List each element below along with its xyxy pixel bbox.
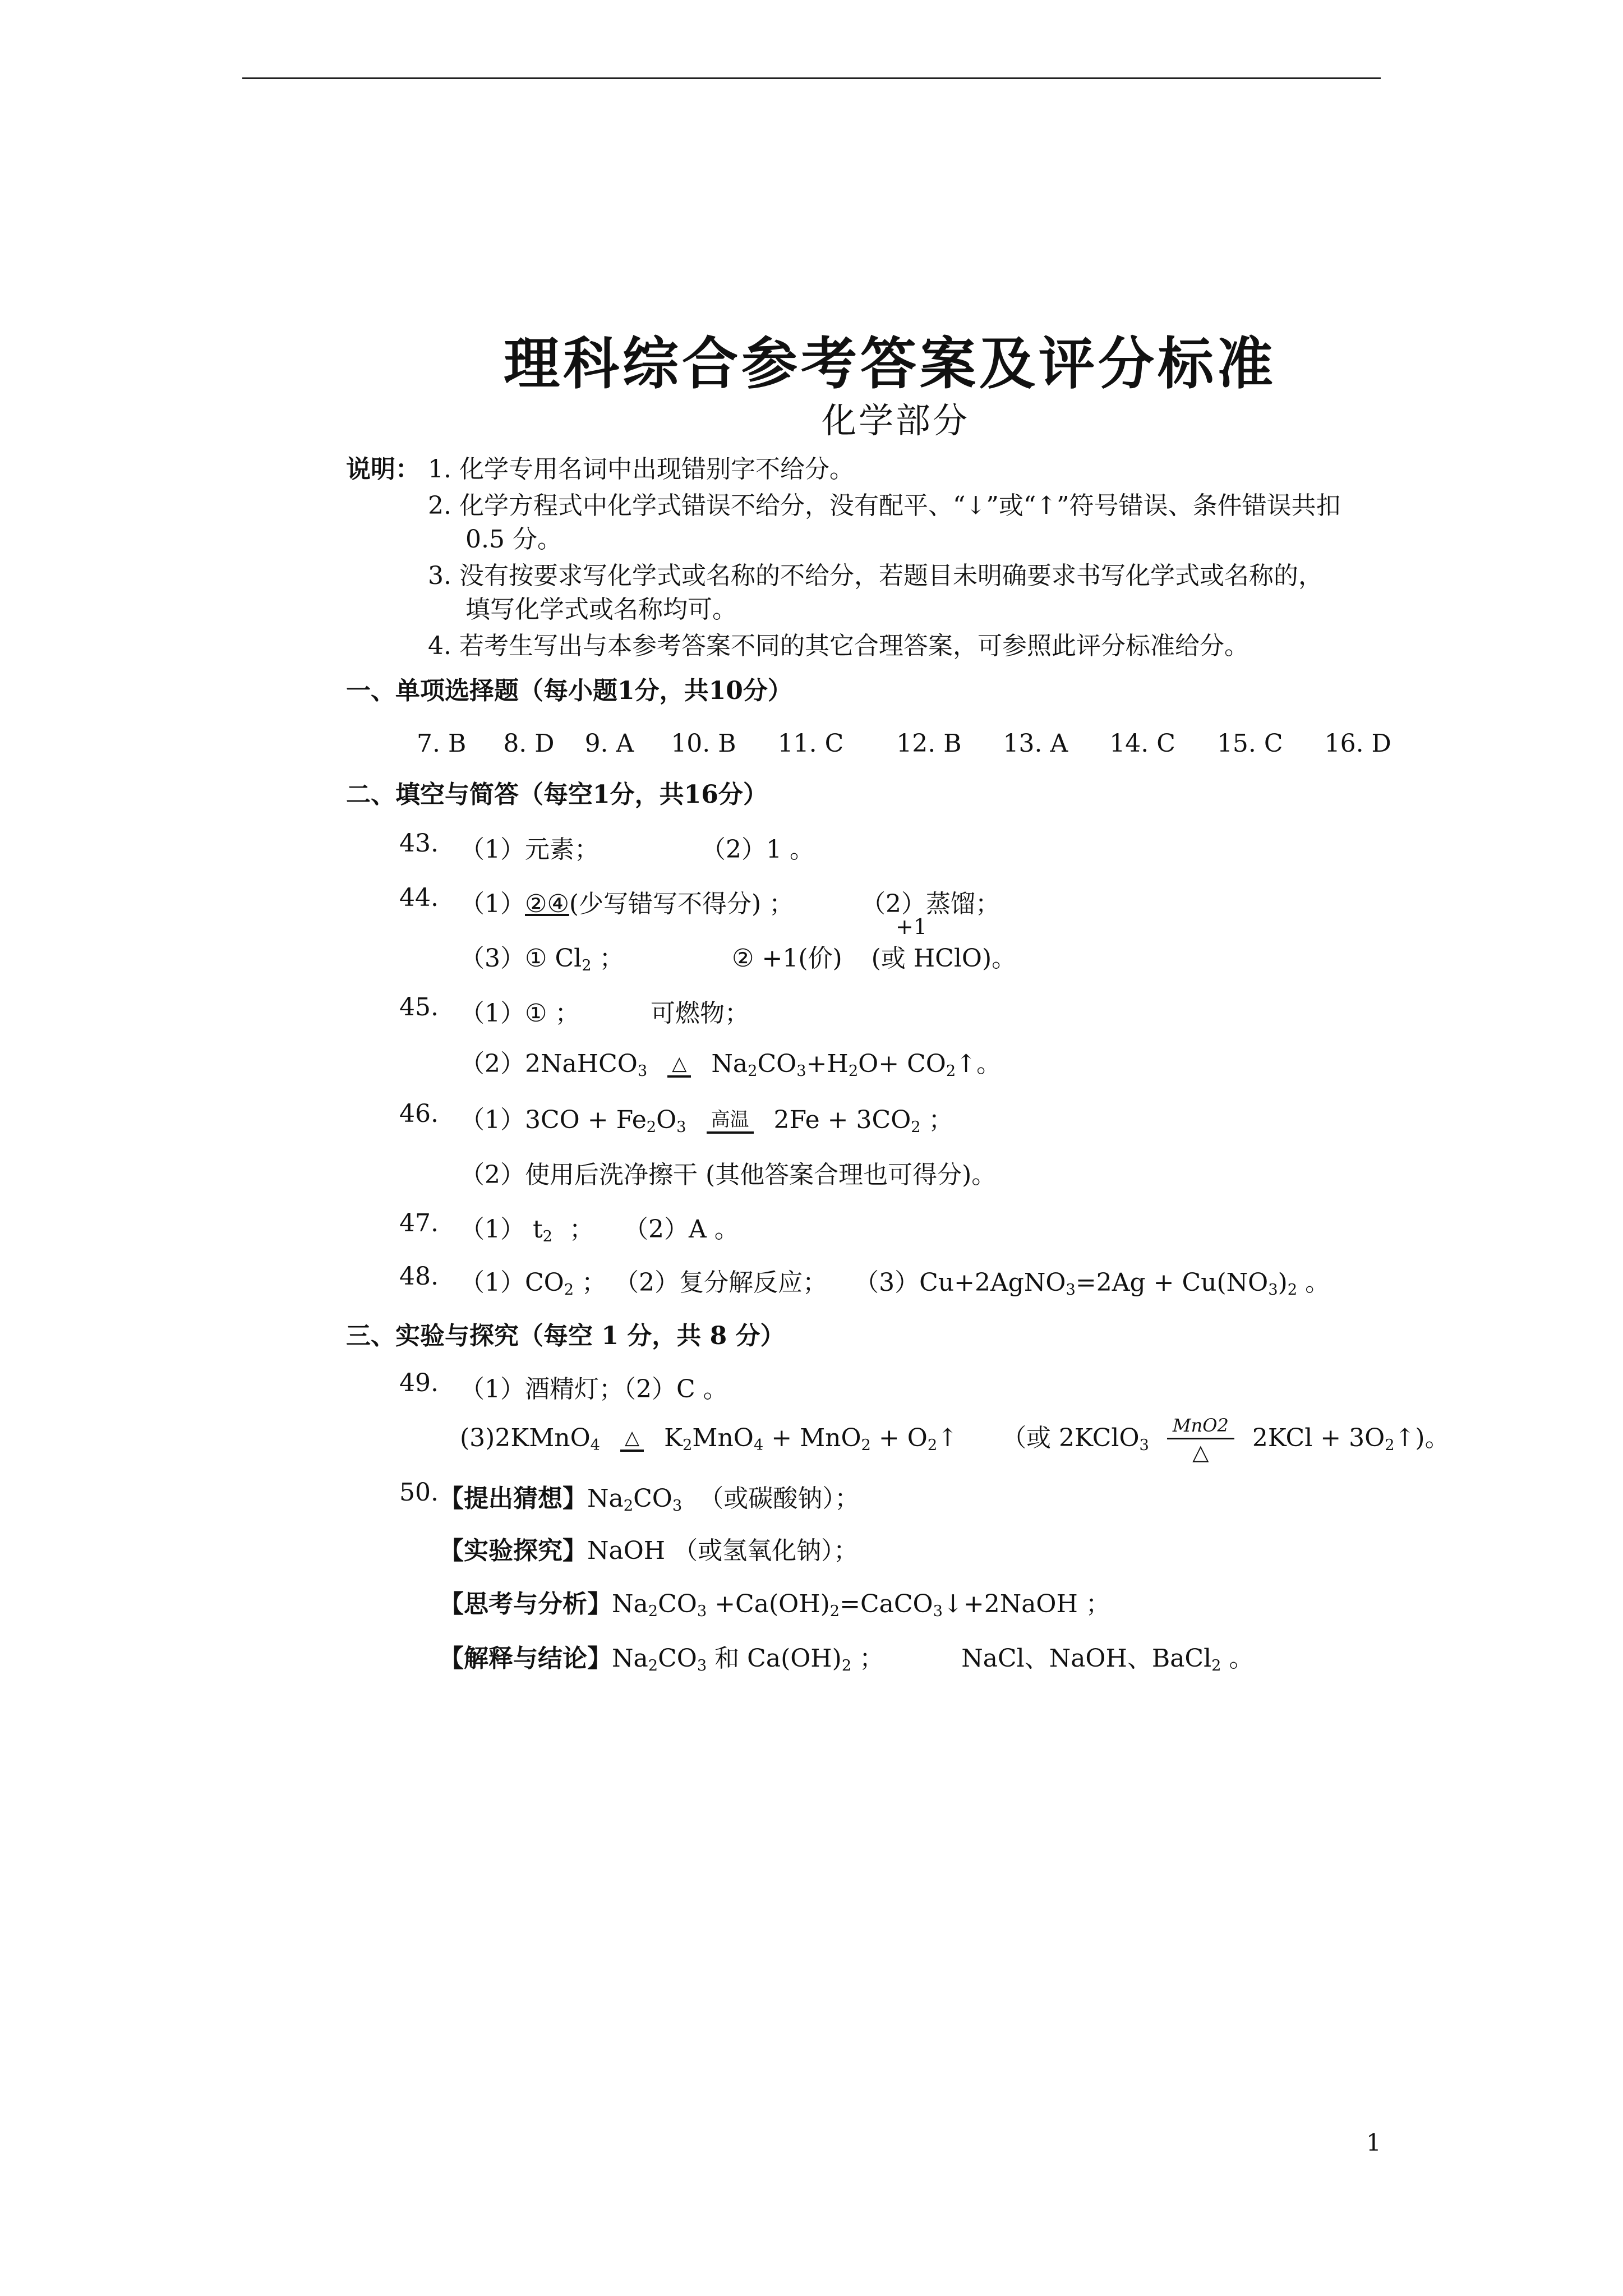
mc-answer: 10. B <box>671 729 736 758</box>
note-4: 4. 若考生写出与本参考答案不同的其它合理答案，可参照此评分标准给分。 <box>428 632 1249 660</box>
heat-condition: △ <box>667 1054 691 1078</box>
q44-answer-4: ② +1(价) (或 HClO)。 <box>732 944 1017 973</box>
mc-answer: 9. A <box>584 729 634 758</box>
note-3: 3. 没有按要求写化学式或名称的不给分，若题目未明确要求书写化学式或名称的， <box>428 562 1323 590</box>
q50-line-2: 【实验探究】NaOH （或氢氧化钠）； <box>439 1536 859 1565</box>
q47-answer-2: （2）A 。 <box>624 1215 739 1244</box>
mc-answer: 7. B <box>417 729 467 758</box>
note-1: 1. 化学专用名词中出现错别字不给分。 <box>428 455 854 484</box>
q46-answer-1: $(1)3CO + Fe_2O_3$ 高温 $2Fe + 3CO_2$ ； <box>460 1106 953 1136</box>
q49-number: 49. <box>399 1369 439 1397</box>
q44-answer-2: （2）蒸馏； <box>861 890 1000 918</box>
q44-number: 44. <box>399 884 439 912</box>
note-3-cont: 填写化学式或名称均可。 <box>465 595 737 624</box>
q48-answers: $(1)CO_2$ ； （2）复分解反应； （3）Cu+2AgNO$_3$=2Ag + $Cu(NO_3)_2$ 。 <box>460 1268 1330 1299</box>
mc-answer: 16. D <box>1324 729 1391 758</box>
mc-answer: 15. C <box>1216 729 1283 758</box>
oxidation-state-mark: +1 <box>896 914 928 939</box>
q45-number: 45. <box>399 993 439 1022</box>
q45-answer-1b: 可燃物； <box>651 999 749 1028</box>
section-3-heading: 三、实验与探究（每空 1 分，共 8 分） <box>346 1322 785 1350</box>
q50-line-4: 【解释与结论】$Na_2CO_3$ 和 $Ca(OH)_2$ ； NaCl、NaOH、BaCl$_2$ 。 <box>439 1644 1254 1674</box>
mc-answer: 8. D <box>503 729 555 758</box>
q43-answer-1: （1）元素； <box>460 835 599 864</box>
mc-answers <box>417 729 1391 758</box>
q43-answer-2: （2）1 。 <box>701 835 814 864</box>
q45-answer-2: （2）2NaHCO$_3$ △ $Na_2CO_3+H_2O+$ $CO_2↑$。 <box>460 1050 1002 1080</box>
q46-answer-2: （2）使用后洗净擦干 (其他答案合理也可得分)。 <box>460 1161 997 1189</box>
note-2: 2. 化学方程式中化学式错误不给分，没有配平、“↓”或“↑”符号错误、条件错误共扣 <box>428 491 1341 520</box>
q48-number: 48. <box>399 1262 439 1291</box>
header-rule <box>242 77 1381 79</box>
q50-line-1: 【提出猜想】$Na_2CO_3$ （或碳酸钠）； <box>439 1484 860 1515</box>
q49-answer-1: （1）酒精灯；（2）C 。 <box>460 1375 728 1404</box>
circled-numbers: ②④ <box>525 890 569 918</box>
section-1-heading: 一、单项选择题（每小题1分，共10分） <box>346 677 792 705</box>
mc-answer: 14. C <box>1109 729 1175 758</box>
note-2-cont: 0.5 分。 <box>465 525 562 554</box>
mc-answer: 12. B <box>896 729 962 758</box>
mc-answer: 13. A <box>1003 729 1068 758</box>
q44-answer-3: （3）① $Cl_2$ ； <box>460 944 624 974</box>
mc-answer: 11. C <box>777 729 844 758</box>
section-2-heading: 二、填空与简答（每空1分，共16分） <box>346 780 768 809</box>
q49-answer-3: (3)2KMnO$_4$ △ $K_2MnO_4 + MnO_2$ + $O_2↑$ （或 2KClO$_3$ $\frac{\text{MnO2}}{\triangle}$ $2KCl + 3O_2↑$)。 <box>460 1415 1450 1465</box>
q50-number: 50. <box>399 1478 439 1507</box>
high-temperature-condition: 高温 <box>707 1110 754 1134</box>
q43-number: 43. <box>399 829 439 858</box>
q46-number: 46. <box>399 1099 439 1128</box>
heat-condition: △ <box>620 1428 644 1452</box>
q45-answer-1: （1）① ； <box>460 999 580 1028</box>
notes-label: 说明： <box>346 455 420 484</box>
q47-number: 47. <box>399 1209 439 1237</box>
q50-line-3: 【思考与分析】$Na_2CO_3$ $+Ca(OH)_2=CaCO_3↓+2NaOH$ ； <box>439 1590 1110 1620</box>
q44-answer-1: （1）②④(少写错写不得分) ； <box>460 890 794 918</box>
page-title: 理科综合参考答案及评分标准 <box>504 330 1276 397</box>
catalyst-condition: $\frac{\text{MnO2}}{\triangle}$ <box>1167 1416 1234 1463</box>
q47-answer-1: （1） $t_2$ ； <box>460 1215 594 1245</box>
page-subtitle: 化学部分 <box>821 400 970 441</box>
page-number: 1 <box>1366 2129 1381 2156</box>
